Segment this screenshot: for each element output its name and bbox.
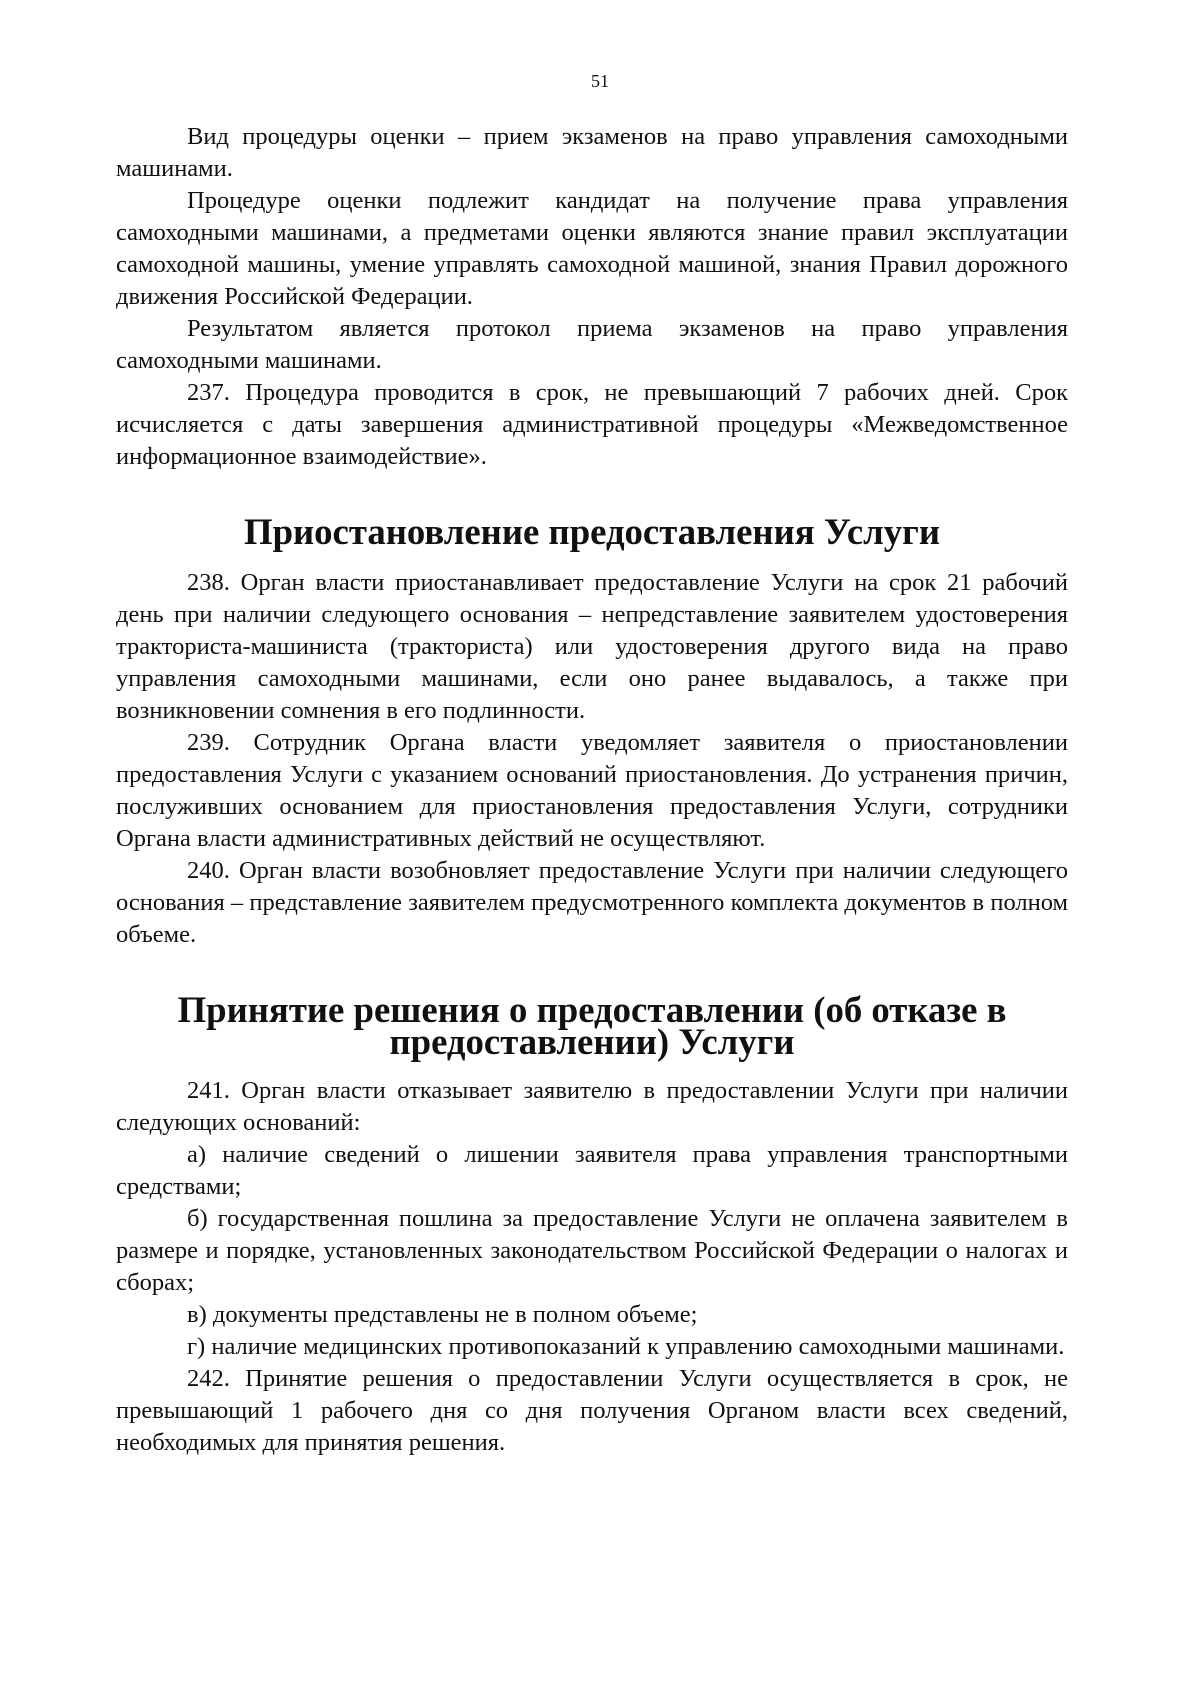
paragraph-237: 237. Процедура проводится в срок, не превышающий 7 рабочих дней. Срок исчисляется с даты завершения административной процедуры «Межведомственное информационное взаимодействие». — [116, 379, 1068, 470]
list-item-b: б) государственная пошлина за предоставление Услуги не оплачена заявителем в размере и порядке, установленных законодательством Российской Федерации о налогах и сборах; — [116, 1205, 1068, 1296]
section-heading-suspension: Приостановление предоставления Услуги — [243, 511, 940, 552]
paragraph-238: 238. Орган власти приостанавливает предоставление Услуги на срок 21 рабочий день при наличии следующего основания – непредставление заявителем удостоверения тракториста-машиниста (тракториста) или удостоверения другого вида на право управления самоходными машинами, если оно ранее выдавалось, а также при возникновении сомнения в его подлинности. — [116, 569, 1068, 724]
section-heading-decision: Принятие решения о предоставлении (об отказе в предоставлении) Услуги — [177, 989, 1007, 1062]
paragraph-239: 239. Сотрудник Органа власти уведомляет заявителя о приостановлении предоставления Услуги с указанием оснований приостановления. До устранения причин, послуживших основанием для приостановления предоставления Услуги, сотрудники Органа власти административных действий не осуществляют. — [116, 729, 1068, 852]
list-item-a: а) наличие сведений о лишении заявителя права управления транспортными средствами; — [116, 1141, 1068, 1200]
paragraph-241: 241. Орган власти отказывает заявителю в предоставлении Услуги при наличии следующих оснований: — [116, 1077, 1068, 1136]
paragraph-assessment-type: Вид процедуры оценки – прием экзаменов на право управления самоходными машинами. — [116, 123, 1068, 182]
paragraph-result: Результатом является протокол приема экзаменов на право управления самоходными машинами. — [116, 315, 1068, 374]
paragraph-240: 240. Орган власти возобновляет предоставление Услуги при наличии следующего основания – представление заявителем предусмотренного комплекта документов в полном объеме. — [116, 857, 1068, 948]
paragraph-assessment-subject: Процедуре оценки подлежит кандидат на получение права управления самоходными машинами, а предметами оценки являются знание правил эксплуатации самоходной машины, умение управлять самоходной машиной, знания Правил дорожного движения Российской Федерации. — [116, 187, 1068, 310]
paragraph-242: 242. Принятие решения о предоставлении Услуги осуществляется в срок, не превышающий 1 рабочего дня со дня получения Органом власти всех сведений, необходимых для принятия решения. — [116, 1365, 1068, 1456]
list-item-g: г) наличие медицинских противопоказаний к управлению самоходными машинами. — [187, 1333, 1065, 1360]
list-item-v: в) документы представлены не в полном объеме; — [187, 1301, 698, 1328]
page-number: 51 — [591, 71, 609, 91]
page-content — [116, 121, 1068, 1459]
